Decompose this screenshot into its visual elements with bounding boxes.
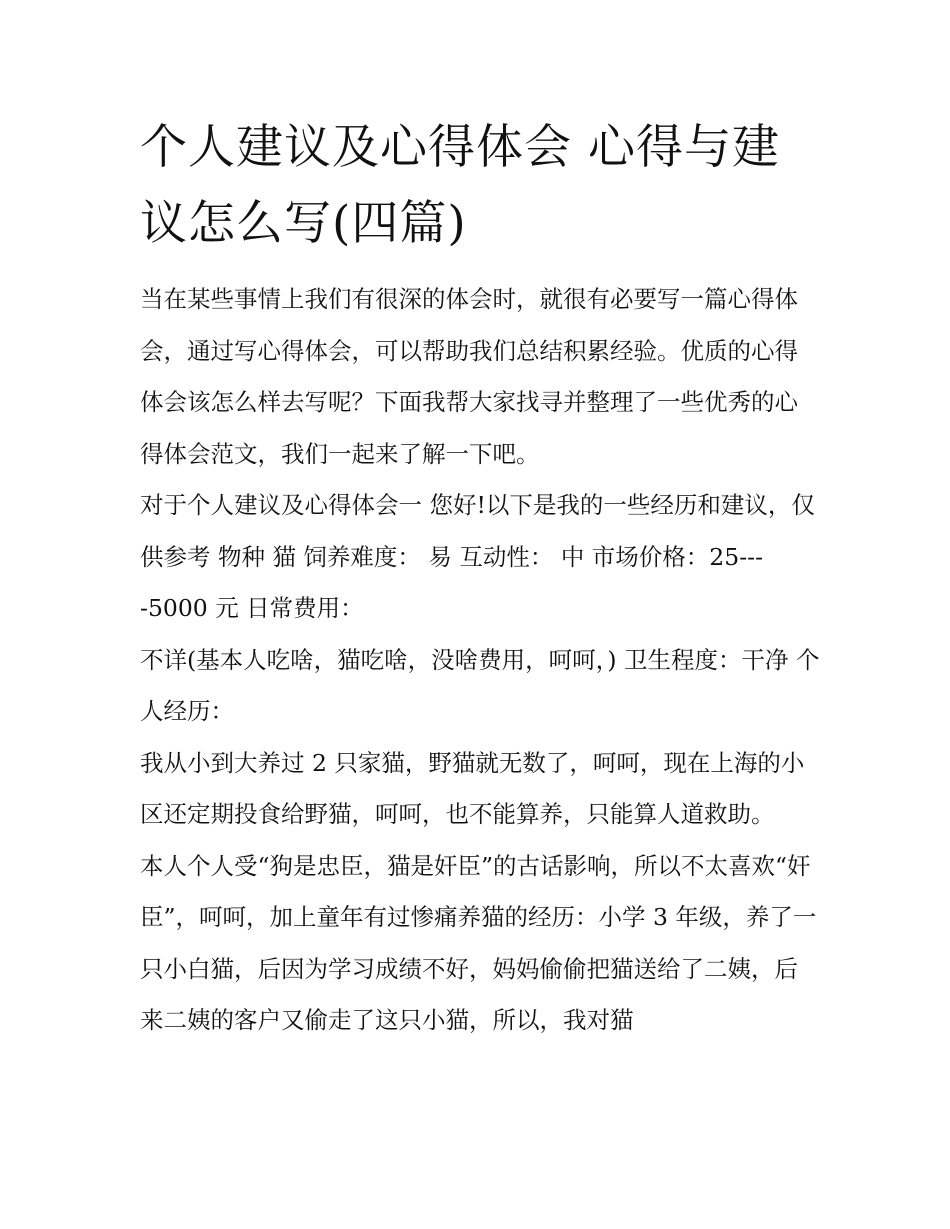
paragraph-experience: 我从小到大养过 2 只家猫，野猫就无数了，呵呵，现在上海的小区还定期投食给野猫，呵呵，也不能算养，只能算人道救助。: [140, 748, 805, 828]
document-title: 个人建议及心得体会 心得与建议怎么写(四篇): [140, 120, 780, 251]
paragraph-childhood: 本人个人受“狗是忠臣，猫是奸臣”的古话影响，所以不太喜欢“奸臣”，呵呵，加上童年有过惨痛养猫的经历：小学 3 年级，养了一只小白猫，后因为学习成绩不好，妈妈偷偷把猫送给了二姨，后来二姨的客户又偷走了这只小猫，所以，我对猫: [140, 851, 817, 1034]
paragraph-list: [140, 274, 820, 1047]
paragraph-hygiene: 不详(基本人吃啥，猫吃啥，没啥费用，呵呵，) 卫生程度：干净 个人经历：: [140, 645, 820, 725]
document-body: [140, 110, 820, 1047]
paragraph-intro: 当在某些事情上我们有很深的体会时，就很有必要写一篇心得体会，通过写心得体会，可以帮助我们总结积累经验。优质的心得体会该怎么样去写呢？下面我帮大家找寻并整理了一些优秀的心得体会范文，我们一起来了解一下吧。: [140, 285, 798, 468]
paragraph-pet-info: 对于个人建议及心得体会一 您好!以下是我的一些经历和建议，仅供参考 物种 猫 饲养难度： 易 互动性： 中 市场价格：25----5000 元 日常费用：: [140, 491, 815, 622]
